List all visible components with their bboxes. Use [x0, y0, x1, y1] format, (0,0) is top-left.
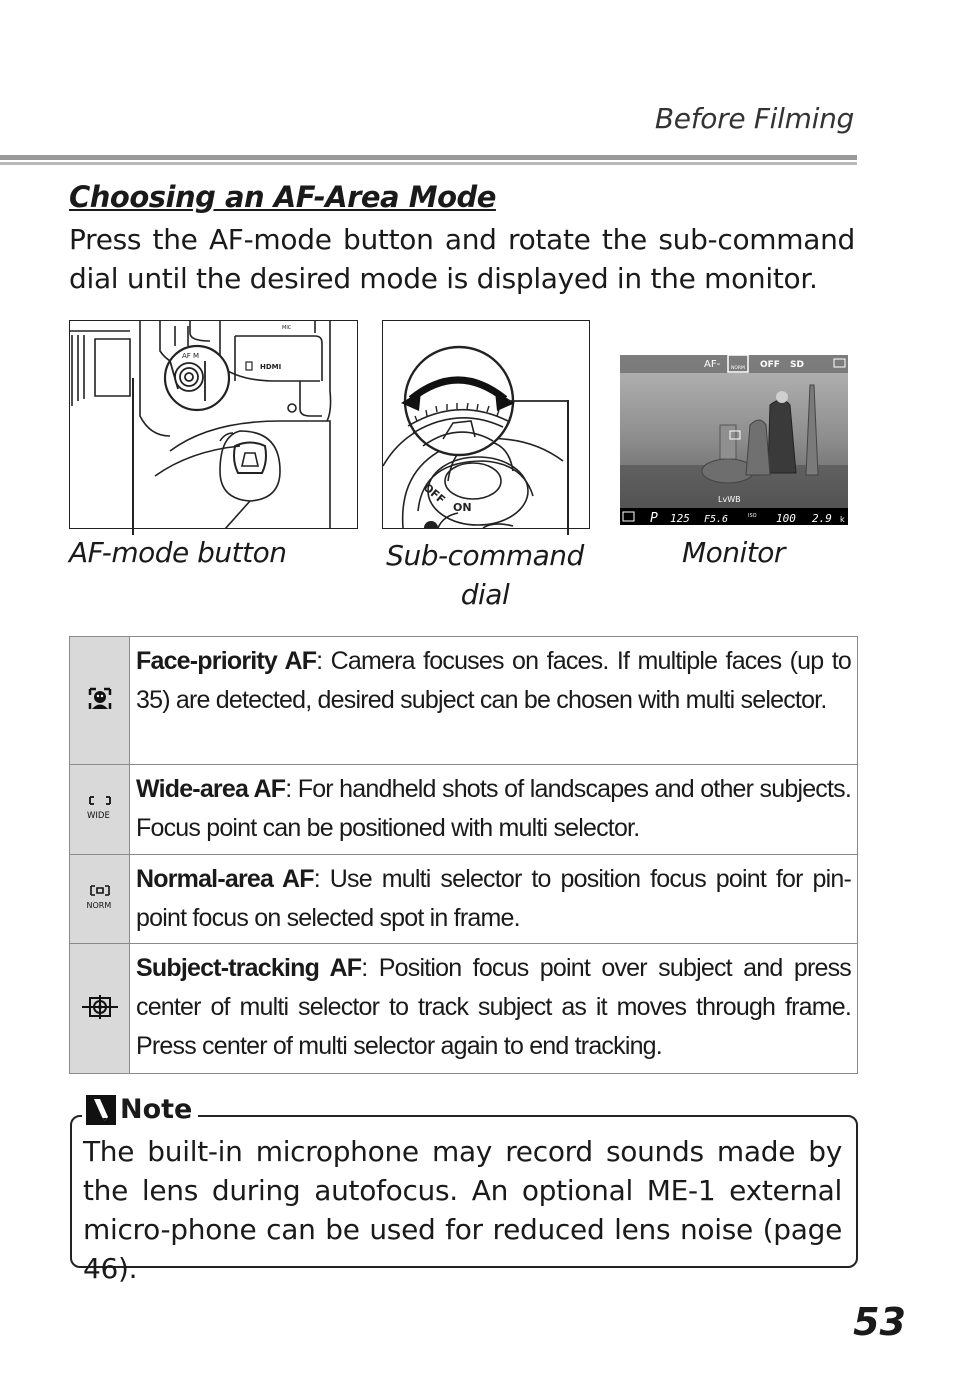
normal-area-description: [130, 855, 858, 944]
monitor-wb-label: LvWB: [718, 495, 741, 504]
wide-area-description: [130, 765, 858, 855]
wide-area-icon: [70, 765, 130, 855]
mode-name: Normal-area AF: [136, 865, 314, 893]
off-label: OFF: [420, 480, 448, 507]
section-header: Before Filming: [654, 102, 854, 135]
intro-paragraph: Press the AF-mode button and rotate the sub-command dial until the desired mode is displayed in the monitor.: [69, 223, 855, 295]
monitor-off-label: OFF: [760, 360, 780, 370]
monitor-remaining-unit: k: [840, 515, 845, 524]
mic-label: MIC: [282, 325, 292, 331]
section-title: Choosing an AF-Area Mode: [69, 180, 496, 214]
mode-description: : Position focus point over subject and press center of multi selector to track subject as it moves through frame. Press center of multi selector again to end tracking.: [136, 954, 851, 1060]
pencil-note-icon: [86, 1095, 116, 1125]
dial-callout-line: [567, 400, 569, 535]
monitor-drawing: [620, 355, 848, 525]
subject-tracking-description: [130, 944, 858, 1074]
note-label: Note: [120, 1094, 193, 1125]
monitor-remaining: 2.9: [812, 512, 832, 525]
monitor-caption: Monitor: [682, 536, 785, 569]
mode-description: : Use multi selector to position focus point for pin-point focus on selected spot in frame.: [136, 865, 852, 932]
header-rule-secondary: [0, 162, 857, 165]
monitor-iso-label: ISO: [748, 513, 757, 519]
af-mode-button-caption: AF-mode button: [69, 536, 287, 569]
mode-name: Face-priority AF: [136, 647, 317, 675]
monitor-screenshot: [620, 355, 848, 525]
monitor-sd-label: SD: [790, 360, 804, 370]
table-row: [70, 637, 858, 765]
page-number: 53: [853, 1300, 906, 1344]
mode-description: : Camera focuses on faces. If multiple faces (up to 35) are detected, desired subject can be chosen with multi selector.: [136, 647, 851, 714]
header-rule: [0, 155, 857, 160]
hdmi-label: HDMI: [260, 363, 282, 371]
dial-drawing: [383, 321, 589, 528]
camera-af-button-illustration: [69, 320, 358, 529]
monitor-aperture: F5.6: [704, 514, 729, 525]
sub-command-dial-caption: [380, 536, 590, 614]
table-row: [70, 765, 858, 855]
sub-command-caption-line1: Sub-command: [386, 539, 584, 572]
monitor-norm-icon-text: NORM: [731, 366, 745, 371]
wide-icon-text: WIDE: [86, 810, 110, 821]
mode-description: : For handheld shots of landscapes and other subjects. Focus point can be positioned with multi selector.: [136, 775, 851, 842]
note-text: The built-in microphone may record sounds made by the lens during autofocus. An optional ME-1 external micro-phone can be used for reduced lens noise (page 46).: [83, 1135, 842, 1285]
face-priority-description: [130, 637, 858, 765]
table-row: [70, 944, 858, 1074]
sub-command-caption-line2: dial: [460, 578, 510, 611]
camera-body-drawing: [70, 321, 357, 528]
norm-icon-text: NORM: [86, 901, 111, 910]
af-button-callout-line: [132, 378, 134, 535]
subject-tracking-icon: [70, 944, 130, 1074]
monitor-iso-value: 100: [776, 512, 796, 525]
normal-area-icon: [70, 855, 130, 944]
monitor-exposure-mode: P: [650, 511, 658, 525]
note-heading: [82, 1094, 198, 1125]
af-m-label: AF M: [182, 352, 200, 360]
monitor-shutter-speed: 125: [670, 512, 690, 525]
on-label: ON: [453, 501, 472, 514]
mode-name: Wide-area AF: [136, 775, 286, 803]
mode-name: Subject-tracking AF: [136, 954, 362, 982]
sub-command-dial-illustration: [382, 320, 590, 529]
af-area-mode-table: [69, 636, 858, 1074]
monitor-af-label: AF-: [704, 359, 721, 370]
table-row: [70, 855, 858, 944]
face-priority-icon: [70, 637, 130, 765]
